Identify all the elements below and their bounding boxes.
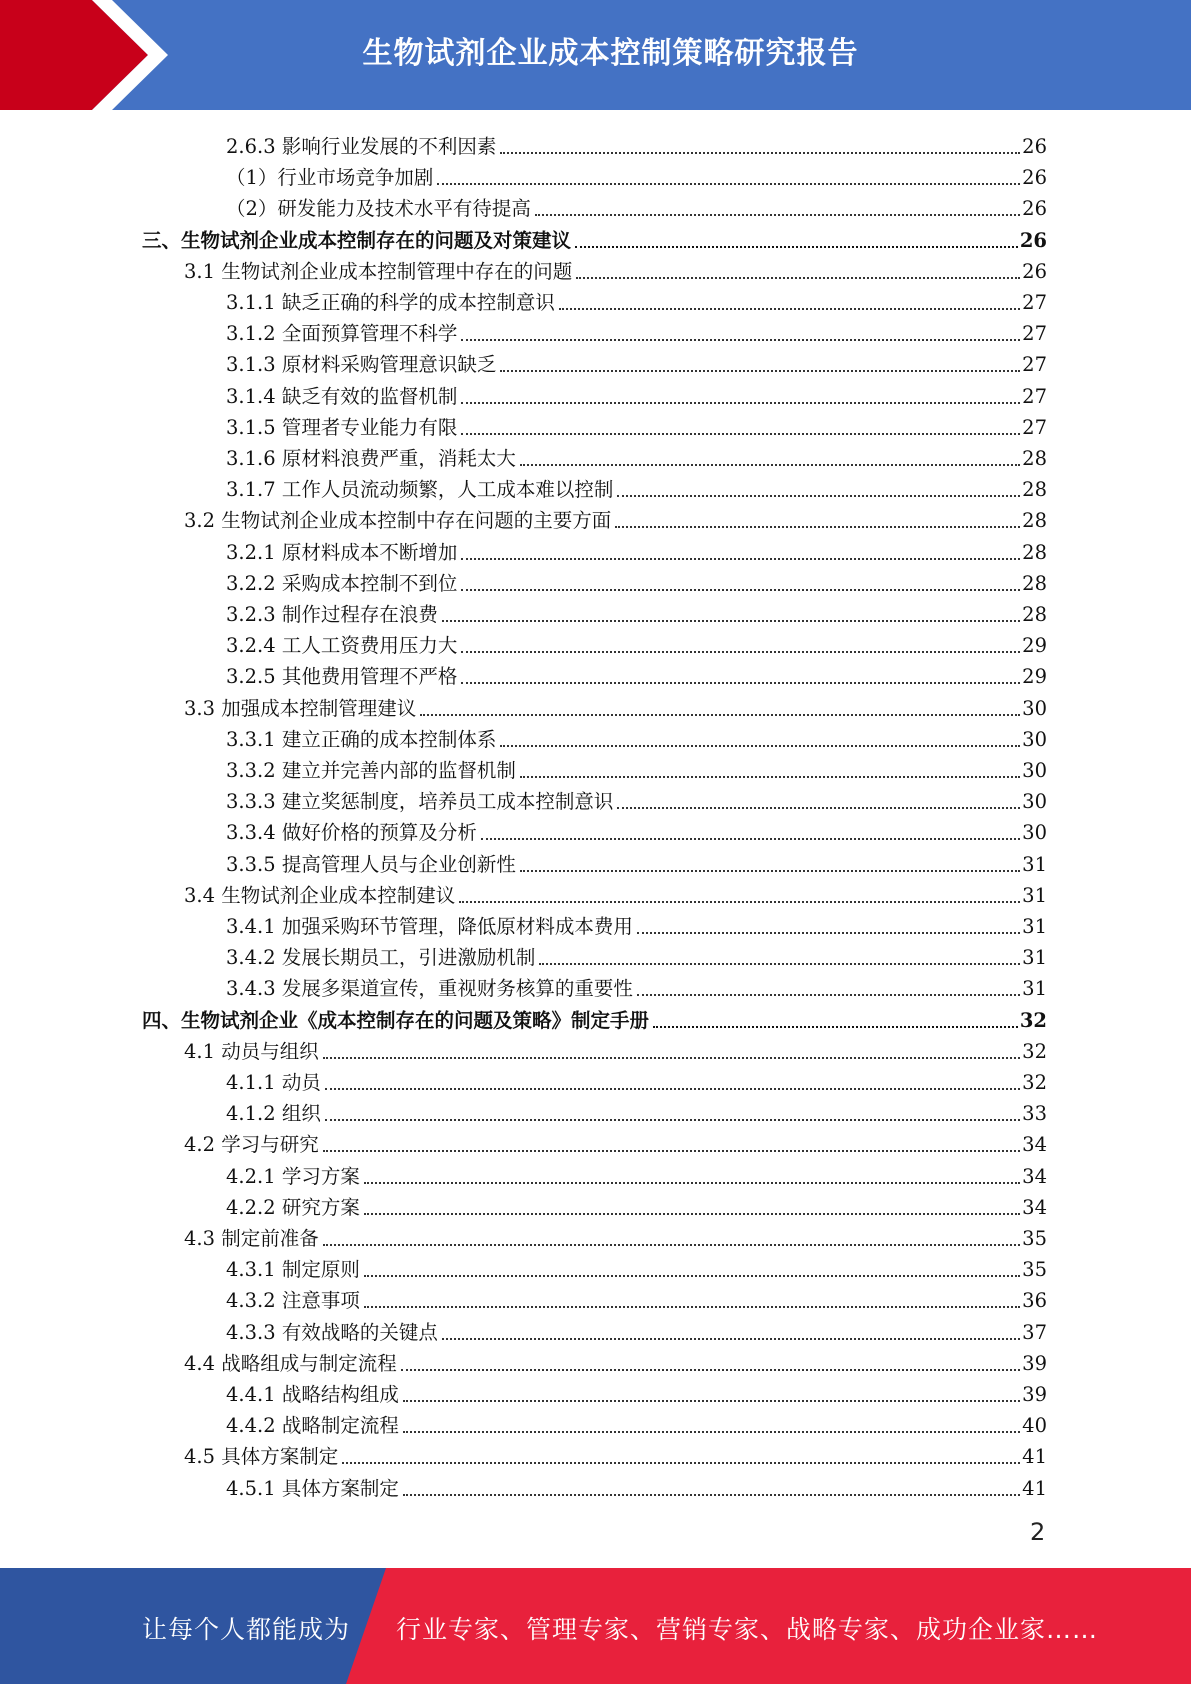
toc-dot-leader (461, 337, 1020, 341)
toc-entry[interactable] (226, 284, 1047, 315)
toc-entry-page: 32 (1022, 1071, 1047, 1094)
toc-entry-label: 3.4.3 发展多渠道宣传，重视财务核算的重要性 (226, 977, 633, 1001)
toc-entry[interactable] (226, 534, 1047, 565)
toc-dot-leader (461, 431, 1020, 435)
toc-entry[interactable] (142, 222, 1047, 253)
toc-entry-label: 3.2.1 原材料成本不断增加 (226, 540, 458, 564)
header-title: 生物试剂企业成本控制策略研究报告 (362, 36, 859, 71)
toc-entry-page: 30 (1022, 696, 1047, 720)
toc-dot-leader (617, 493, 1020, 497)
toc-entry-label: 3.1.3 原材料采购管理意识缺乏 (226, 353, 497, 377)
toc-entry-label: 3.3.3 建立奖惩制度，培养员工成本控制意识 (226, 790, 614, 814)
toc-entry[interactable] (226, 752, 1047, 783)
toc-dot-leader (520, 774, 1020, 778)
toc-dot-leader (615, 524, 1020, 528)
toc-entry-page: 30 (1022, 821, 1047, 845)
toc-entry-page: 28 (1022, 571, 1047, 595)
toc-entry[interactable] (226, 970, 1047, 1001)
toc-entry[interactable] (226, 409, 1047, 440)
toc-entry-page: 28 (1022, 540, 1047, 564)
toc-entry-page: 26 (1022, 135, 1047, 158)
toc-dot-leader (520, 868, 1020, 872)
toc-dot-leader (539, 961, 1020, 965)
toc-entry[interactable] (142, 1002, 1047, 1033)
toc-entry[interactable] (184, 1126, 1047, 1157)
toc-dot-leader (364, 1180, 1020, 1184)
toc-dot-leader (323, 1148, 1020, 1152)
toc-entry-label: 4.3.2 注意事项 (226, 1289, 360, 1313)
toc-entry-label: 3.4.2 发展长期员工，引进激励机制 (226, 946, 536, 970)
toc-entry[interactable] (184, 1345, 1047, 1376)
toc-entry[interactable] (226, 658, 1047, 689)
toc-entry-label: 四、生物试剂企业《成本控制存在的问题及策略》制定手册 (142, 1008, 650, 1032)
toc-dot-leader (459, 899, 1020, 903)
toc-dot-leader (401, 1367, 1020, 1371)
toc-entry-page: 27 (1022, 353, 1047, 377)
toc-entry-label: 4.2.2 研究方案 (226, 1195, 360, 1219)
toc-entry[interactable] (226, 471, 1047, 502)
toc-dot-leader (520, 462, 1020, 466)
toc-dot-leader (403, 1398, 1020, 1402)
toc-entry-label: 3.3.2 建立并完善内部的监督机制 (226, 759, 516, 782)
toc-entry-page: 31 (1022, 977, 1047, 1001)
toc-entry-label: 4.3.1 制定原则 (226, 1258, 360, 1282)
toc-entry-page: 31 (1022, 946, 1047, 970)
toc-entry-label: 4.4.2 战略制定流程 (226, 1414, 399, 1438)
toc-entry-page: 28 (1022, 447, 1047, 470)
toc-entry[interactable] (184, 690, 1047, 721)
toc-entry[interactable] (184, 1220, 1047, 1251)
toc-entry-page: 26 (1022, 166, 1047, 190)
toc-dot-leader (325, 1117, 1020, 1121)
toc-dot-leader (500, 368, 1020, 372)
toc-entry-label: 4.2 学习与研究 (184, 1133, 319, 1157)
toc-entry-page: 26 (1022, 259, 1047, 283)
toc-entry[interactable] (226, 346, 1047, 377)
toc-entry[interactable] (226, 1407, 1047, 1438)
toc-dot-leader (442, 618, 1020, 622)
toc-entry[interactable] (226, 783, 1047, 814)
toc-entry-label: 4.1.1 动员 (226, 1071, 321, 1094)
toc-entry[interactable] (226, 908, 1047, 939)
toc-entry-page: 36 (1022, 1289, 1047, 1313)
toc-entry-page: 27 (1022, 415, 1047, 439)
toc-dot-leader (576, 275, 1020, 279)
toc-dot-leader (637, 930, 1020, 934)
toc-entry[interactable] (226, 440, 1047, 471)
toc-entry-page: 31 (1022, 852, 1047, 876)
toc-dot-leader (461, 556, 1020, 560)
toc-entry-page: 30 (1022, 790, 1047, 814)
toc-entry-label: 3.3.4 做好价格的预算及分析 (226, 821, 477, 845)
toc-entry-page: 34 (1022, 1164, 1047, 1188)
toc-entry[interactable] (226, 1251, 1047, 1282)
toc-entry[interactable] (226, 315, 1047, 346)
toc-entry-page: 39 (1022, 1383, 1047, 1406)
toc-entry-label: 4.1.2 组织 (226, 1102, 321, 1126)
toc-entry[interactable] (226, 1095, 1047, 1126)
toc-entry-label: 3.2 生物试剂企业成本控制中存在问题的主要方面 (184, 509, 612, 533)
toc-entry-page: 32 (1019, 1008, 1047, 1032)
toc-entry-label: 3.2.4 工人工资费用压力大 (226, 634, 458, 658)
toc-entry-label: （2）研发能力及技术水平有待提高 (226, 197, 531, 221)
toc-entry-page: 37 (1022, 1320, 1047, 1344)
toc-entry-page: 34 (1022, 1133, 1047, 1157)
toc-entry[interactable] (226, 596, 1047, 627)
page-footer (0, 1568, 1191, 1684)
toc-dot-leader (403, 1492, 1020, 1496)
toc-dot-leader (323, 1242, 1020, 1246)
toc-entry-page: 28 (1022, 509, 1047, 533)
toc-entry-label: 3.3 加强成本控制管理建议 (184, 696, 417, 720)
toc-entry-page: 34 (1022, 1195, 1047, 1219)
toc-dot-leader (403, 1429, 1020, 1433)
toc-dot-leader (461, 680, 1020, 684)
toc-entry-label: 3.3.1 建立正确的成本控制体系 (226, 727, 497, 751)
toc-entry[interactable] (226, 846, 1047, 877)
toc-entry[interactable] (226, 128, 1047, 159)
toc-entry[interactable] (226, 1376, 1047, 1407)
toc-dot-leader (500, 150, 1020, 154)
toc-entry[interactable] (184, 502, 1047, 533)
toc-dot-leader (342, 1460, 1020, 1464)
toc-entry[interactable] (184, 253, 1047, 284)
toc-dot-leader (323, 1055, 1020, 1059)
toc-entry-page: 27 (1022, 322, 1047, 346)
toc-entry-label: 4.5 具体方案制定 (184, 1445, 339, 1469)
toc-entry-label: 3.2.2 采购成本控制不到位 (226, 571, 458, 595)
toc-entry[interactable] (184, 1438, 1047, 1469)
toc-entry[interactable] (226, 565, 1047, 596)
toc-entry-label: 2.6.3 影响行业发展的不利因素 (226, 135, 497, 158)
toc-dot-leader (637, 992, 1020, 996)
toc-dot-leader (461, 587, 1020, 591)
toc-entry-label: 3.2.3 制作过程存在浪费 (226, 603, 438, 626)
toc-entry-label: （1）行业市场竞争加剧 (226, 166, 434, 190)
page-number: 2 (1030, 1518, 1046, 1546)
toc-entry-page: 31 (1022, 915, 1047, 938)
toc-entry[interactable] (226, 1158, 1047, 1189)
toc-entry-page: 35 (1022, 1227, 1047, 1250)
toc-dot-leader (364, 1273, 1020, 1277)
toc-entry-page: 30 (1022, 759, 1047, 782)
toc-entry-page: 26 (1022, 197, 1047, 221)
toc-dot-leader (481, 836, 1020, 840)
toc-entry[interactable] (226, 627, 1047, 658)
toc-entry[interactable] (226, 190, 1047, 221)
toc-dot-leader (535, 212, 1020, 216)
toc-entry-label: 3.4.1 加强采购环节管理，降低原材料成本费用 (226, 915, 633, 938)
toc-dot-leader (559, 306, 1020, 310)
toc-entry-label: 3.1.2 全面预算管理不科学 (226, 322, 458, 346)
toc-entry[interactable] (226, 1314, 1047, 1345)
toc-entry-label: 4.4.1 战略结构组成 (226, 1383, 399, 1406)
toc-entry-label: 3.1.1 缺乏正确的科学的成本控制意识 (226, 291, 555, 314)
footer-slogan-left: 让每个人都能成为 (142, 1615, 351, 1644)
toc-entry-page: 32 (1022, 1039, 1047, 1063)
toc-entry-page: 28 (1022, 603, 1047, 626)
toc-entry-label: 3.1.5 管理者专业能力有限 (226, 415, 458, 439)
toc-entry-page: 30 (1022, 727, 1047, 751)
toc-dot-leader (325, 1086, 1020, 1090)
toc-entry-page: 27 (1022, 291, 1047, 314)
toc-dot-leader (364, 1304, 1020, 1308)
toc-dot-leader (617, 805, 1020, 809)
toc-entry-label: 4.3 制定前准备 (184, 1227, 319, 1250)
toc-entry-page: 40 (1022, 1414, 1047, 1438)
toc-entry[interactable] (184, 1033, 1047, 1064)
toc-entry-page: 31 (1022, 883, 1047, 907)
toc-entry-label: 3.4 生物试剂企业成本控制建议 (184, 883, 456, 907)
toc-entry-label: 4.2.1 学习方案 (226, 1164, 360, 1188)
toc-entry-label: 4.1 动员与组织 (184, 1039, 319, 1063)
toc-dot-leader (575, 244, 1018, 248)
toc-dot-leader (437, 181, 1020, 185)
toc-entry[interactable] (226, 721, 1047, 752)
toc-entry[interactable] (226, 1064, 1047, 1095)
toc-dot-leader (442, 1336, 1020, 1340)
toc-entry-page: 39 (1022, 1351, 1047, 1375)
toc-entry[interactable] (226, 1470, 1047, 1501)
toc-entry-label: 4.3.3 有效战略的关键点 (226, 1320, 438, 1344)
toc-entry[interactable] (226, 159, 1047, 190)
toc-entry-page: 29 (1022, 665, 1047, 689)
toc-dot-leader (461, 400, 1020, 404)
toc-entry-label: 4.5.1 具体方案制定 (226, 1476, 399, 1500)
toc-entry[interactable] (226, 378, 1047, 409)
toc-entry-label: 4.4 战略组成与制定流程 (184, 1351, 397, 1375)
toc-entry-label: 3.2.5 其他费用管理不严格 (226, 665, 458, 689)
toc-entry-label: 3.1.4 缺乏有效的监督机制 (226, 384, 458, 408)
toc-dot-leader (420, 712, 1020, 716)
toc-entry-label: 3.1 生物试剂企业成本控制管理中存在的问题 (184, 259, 573, 283)
toc-entry-label: 3.1.7 工作人员流动频繁，人工成本难以控制 (226, 478, 614, 502)
toc-entry-page: 29 (1022, 634, 1047, 658)
toc-entry-page: 41 (1022, 1476, 1047, 1500)
toc-entry[interactable] (226, 1189, 1047, 1220)
toc-entry-page: 35 (1022, 1258, 1047, 1282)
toc-entry[interactable] (184, 877, 1047, 908)
toc-entry-page: 41 (1022, 1445, 1047, 1469)
toc-entry[interactable] (226, 939, 1047, 970)
toc-dot-leader (461, 649, 1020, 653)
toc-entry[interactable] (226, 814, 1047, 845)
toc-entry-page: 27 (1022, 384, 1047, 408)
toc-dot-leader (500, 743, 1020, 747)
toc-entry-page: 33 (1022, 1102, 1047, 1126)
toc-entry-label: 3.1.6 原材料浪费严重，消耗太大 (226, 447, 516, 470)
footer-slogan-right: 行业专家、管理专家、营销专家、战略专家、成功企业家…… (396, 1615, 1099, 1644)
toc-entry-label: 三、生物试剂企业成本控制存在的问题及对策建议 (142, 228, 572, 252)
toc-dot-leader (653, 1024, 1018, 1028)
toc-entry-page: 28 (1022, 478, 1047, 502)
toc-dot-leader (364, 1211, 1020, 1215)
page-header (0, 0, 1191, 110)
toc-entry[interactable] (226, 1282, 1047, 1313)
toc-entry-page: 26 (1019, 228, 1047, 252)
toc-entry-label: 3.3.5 提高管理人员与企业创新性 (226, 852, 516, 876)
